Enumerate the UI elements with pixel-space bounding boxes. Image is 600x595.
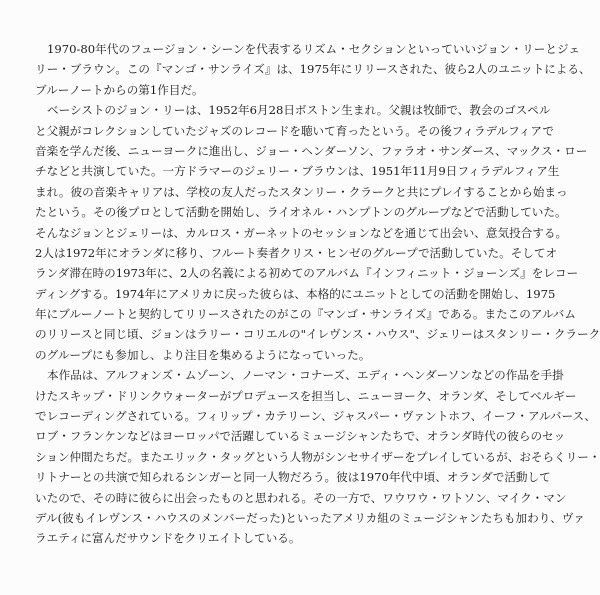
text-line: ランダ滞在時の1973年に、2人の名義による初めてのアルバム『インフィニット・ジョーンズ』をレコー bbox=[35, 266, 579, 281]
text-line: デル(彼もイレヴンス・ハウスのメンバーだった)といったアメリカ組のミュージシャンたちも加わり、ヴァ bbox=[35, 510, 585, 525]
text-line: リトナーとの共演で知られるシンガーと同一人物だろう。彼は1970年代中頃、オランダで活動して bbox=[35, 470, 551, 485]
text-line: けたスキップ・ドリンクウォーターがプロデュースを担当し、ニューヨーク、オランダ、そしてベルギー bbox=[35, 388, 577, 403]
text-line: ラエティに富んだサウンドをクリエイトしている。 bbox=[35, 531, 301, 546]
paragraph-production bbox=[35, 365, 600, 549]
text-line: たという。その後プロとして活動を開始し、ライオネル・ハンプトンのグループなどで活動していた。 bbox=[35, 205, 567, 220]
text-line: まれ。彼の音楽キャリアは、学校の友人だったスタンリー・クラークと共にプレイすることから始まっ bbox=[35, 184, 568, 199]
text-line: 音楽を学んだ後、ニューヨークに進出し、ジョー・ヘンダーソン、ファラオ・サンダース、マックス・ロー bbox=[35, 143, 588, 158]
paragraph-intro bbox=[35, 39, 591, 100]
text-line: ディングする。1974年にアメリカに戻った彼らは、本格的にユニットとしての活動を開始し、1975 bbox=[35, 286, 556, 301]
text-line: ベーシストのジョン・リーは、1952年6月28日ボストン生まれ。父親は牧師で、教会のゴスペル bbox=[47, 103, 551, 118]
text-line: いたので、その時に彼らに出会ったものと思われる。その一方で、ワウワウ・ワトソン、マイク・マン bbox=[35, 490, 567, 505]
text-line: ション仲間たちだ。またエリック・タッグという人物がシンセサイザーをプレイしているが、おそらくリー・ bbox=[35, 449, 600, 464]
text-line: そんなジョンとジェリーは、カルロス・ガーネットのセッションなどを通じて出会い、意気投合する。 bbox=[35, 225, 568, 240]
text-line: ロブ・フランケンなどはヨーロッパで活躍しているミュージシャンたちで、オランダ時代の彼らのセッ bbox=[35, 429, 566, 444]
liner-notes-text bbox=[35, 39, 600, 549]
text-line: でレコーディングされている。フィリップ・カテリーン、ジャスパー・ヴァントホフ、イーフ・アルバース、 bbox=[35, 409, 597, 424]
text-line: ブルーノートからの第1作目だ。 bbox=[35, 82, 204, 97]
text-line: 2人は1972年にオランダに移り、フルート奏者クリス・ヒンゼのグループで活動していた。そしてオ bbox=[35, 245, 558, 260]
text-line: と父親がコレクションしていたジャズのレコードを聴いて育ったという。その後フィラデルフィアで bbox=[35, 123, 554, 138]
paragraph-biography bbox=[35, 100, 600, 365]
text-line: 1970-80年代のフュージョン・シーンを代表するリズム・セクションといっていいジョン・リーとジェ bbox=[47, 42, 580, 56]
text-line: 年にブルーノートと契約してリリースされたのがこの『マンゴ・サンライズ』である。またこのアルバム bbox=[35, 307, 576, 322]
text-line: のグループにも参加し、より注目を集めるようになっていった。 bbox=[35, 347, 371, 362]
text-line: リー・ブラウン。この『マンゴ・サンライズ』は、1975年にリリースされた、彼ら2人のユニットによる、 bbox=[35, 62, 591, 77]
text-line: チなどと共演していた。一方ドラマーのジェリー・ブラウンは、1951年11月9日フィラデルフィア生 bbox=[35, 164, 560, 179]
text-line: 本作品は、アルフォンズ・ムゾーン、ノーマン・コナーズ、エディ・ヘンダーソンなどの作品を手掛 bbox=[47, 368, 564, 383]
text-line: のリリースと同じ頃、ジョンはラリー・コリエルの"イレヴンス・ハウス"、ジェリーはスタンリー・クラーク bbox=[35, 327, 600, 342]
